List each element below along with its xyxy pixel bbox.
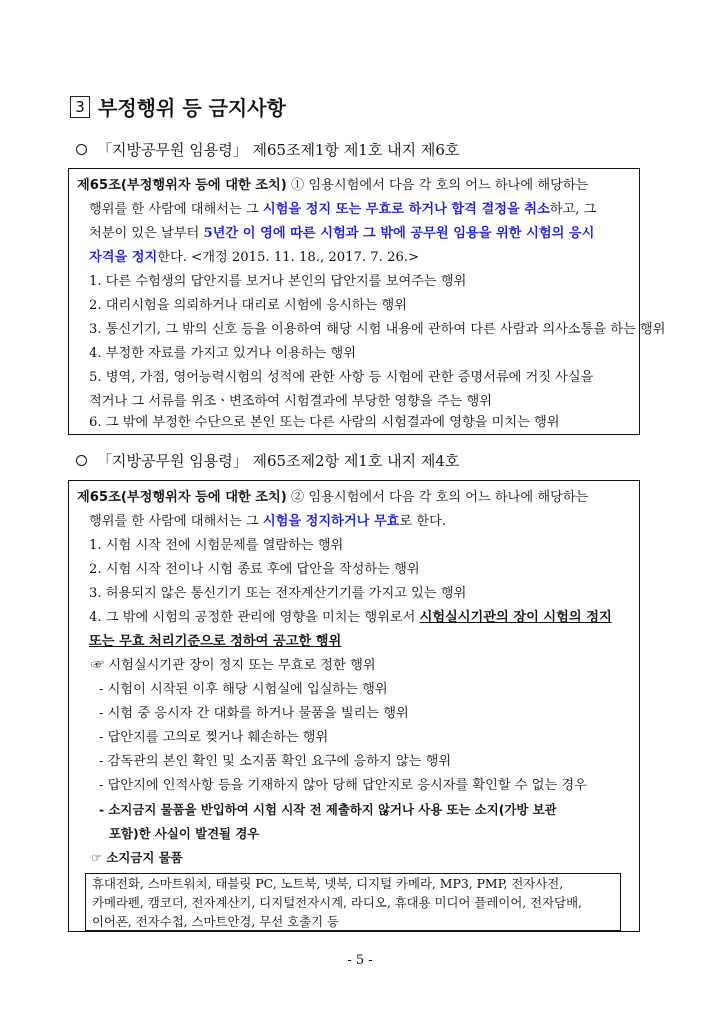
box2-dash-5: - 답안지에 인적사항 등을 기재하지 않아 당해 답안지로 응시자를 확인할 수 없는 경우 [99, 778, 587, 793]
box2-note-1: ☞ 시험실시기관 장이 정지 또는 무효로 정한 행위 [91, 658, 376, 673]
box2-item-3: 3. 허용되지 않은 통신기기 또는 전자계산기기를 가지고 있는 행위 [89, 586, 467, 601]
box1-l4a-highlight: 자격을 정지 [89, 250, 158, 265]
section-title [70, 92, 286, 121]
page-number: - 5 - [347, 953, 373, 968]
subheading-2-text: 「지방공무원 임용령」 제65조제2항 제1호 내지 제4호 [97, 452, 460, 470]
box2-item4b-underlined: 시험실시기관의 장이 시험의 정지 [419, 610, 612, 625]
box1-item-6: 6. 그 밖에 부정한 수단으로 본인 또는 다른 사람의 시험결과에 영향을 미치는 행위 [89, 415, 560, 430]
box1-l1-rest: ① 임용시험에서 다음 각 호의 어느 하나에 해당하는 [286, 178, 589, 193]
box2-item-4 [89, 606, 612, 630]
box2-l2a: 행위를 한 사람에 대해서는 그 [89, 514, 263, 529]
subheading-2 [76, 450, 459, 471]
box1-l2b-highlight: 시험을 정지 또는 무효로 하거나 합격 결정을 취소 [262, 202, 550, 217]
prohibited-line-1: 휴대전화, 스마트워치, 태블릿 PC, 노트북, 넷북, 디지털 카메라, MP3, PMP, 전자사전, [92, 876, 564, 891]
section-title-text: 부정행위 등 금지사항 [98, 96, 286, 120]
box2-item4c-underlined: 또는 무효 처리기준으로 정하여 공고한 행위 [89, 634, 342, 649]
box1-item-5-cont: 적거나 그 서류를 위조ㆍ변조하여 시험결과에 부당한 영향을 주는 행위 [89, 394, 492, 409]
box2-dash-1: - 시험이 시작된 이후 해당 시험실에 입실하는 행위 [99, 682, 388, 697]
box1-l3b-highlight: 5년간 이 영에 따른 시험과 그 밖에 공무원 임용을 위한 시험의 응시 [203, 226, 595, 241]
box2-item-2: 2. 시험 시작 전이나 시험 종료 후에 답안을 작성하는 행위 [89, 562, 420, 577]
circle-bullet-icon [76, 455, 87, 466]
box2-article-head: 제65조(부정행위자 등에 대한 조치) [77, 490, 287, 505]
box1-line-2 [89, 198, 596, 222]
box1-line-4 [89, 246, 419, 270]
box1-item-5: 5. 병역, 가점, 영어능력시험의 성적에 관한 사항 등 시험에 관한 증명서류에 거짓 사실을 [89, 370, 594, 385]
box1-l4b: 한다. <개정 2015. 11. 18., 2017. 7. 26.> [157, 250, 420, 265]
box1-item-4: 4. 부정한 자료를 가지고 있거나 이용하는 행위 [89, 346, 357, 361]
box2-item-1: 1. 시험 시작 전에 시험문제를 열람하는 행위 [89, 538, 344, 553]
box1-item-1: 1. 다른 수험생의 답안지를 보거나 본인의 답안지를 보여주는 행위 [89, 274, 467, 289]
box1-l2a: 행위를 한 사람에 대해서는 그 [89, 202, 263, 217]
box1-item-2: 2. 대리시험을 의뢰하거나 대리로 시험에 응시하는 행위 [89, 298, 407, 313]
circle-bullet-icon [76, 144, 87, 155]
box1-line-1 [77, 174, 588, 198]
box1-line-3 [89, 222, 594, 246]
box2-l1-rest: ② 임용시험에서 다음 각 호의 어느 하나에 해당하는 [286, 490, 589, 505]
box1-item-3: 3. 통신기기, 그 밖의 신호 등을 이용하여 해당 시험 내용에 관하여 다른 사람과 의사소통을 하는 행위 [89, 322, 666, 337]
prohibited-line-3: 이어폰, 전자수첩, 스마트안경, 무선 호출기 등 [92, 914, 339, 929]
box2-item-4-cont [89, 630, 341, 654]
box2-l2b-highlight: 시험을 정지하거나 무효 [262, 514, 400, 529]
box1-l2c: 하고, 그 [549, 202, 597, 217]
box2-item4a: 4. 그 밖에 시험의 공정한 관리에 영향을 미치는 행위로서 [89, 610, 420, 625]
box2-bold-dash-1: - 소지금지 물품을 반입하여 시험 시작 전 제출하지 않거나 사용 또는 소지(가방 보관 [99, 802, 557, 817]
box2-bold-dash-2: 포함)한 사실이 발견될 경우 [109, 826, 260, 841]
article-box-2 [68, 480, 640, 932]
subheading-1-text: 「지방공무원 임용령」 제65조제1항 제1호 내지 제6호 [97, 141, 460, 159]
prohibited-items-box [85, 873, 621, 931]
box1-l3a: 처분이 있은 날부터 [89, 226, 204, 241]
prohibited-line-2: 카메라펜, 캠코더, 전자계산기, 디지털전자시계, 라디오, 휴대용 미디어 플레이어, 전자담배, [92, 895, 582, 910]
section-number-box: 3 [70, 96, 90, 118]
box2-line-2 [89, 510, 446, 534]
box2-dash-3: - 답안지를 고의로 찢거나 훼손하는 행위 [99, 730, 329, 745]
box2-l2c: 로 한다. [399, 514, 447, 529]
article-box-1 [68, 168, 666, 435]
box1-article-head: 제65조(부정행위자 등에 대한 조치) [77, 178, 287, 193]
box2-line-1 [77, 486, 588, 510]
box2-note-2: ☞ 소지금지 물품 [91, 850, 183, 865]
box2-dash-4: - 감독관의 본인 확인 및 소지품 확인 요구에 응하지 않는 행위 [99, 754, 452, 769]
box2-dash-2: - 시험 중 응시자 간 대화를 하거나 물품을 빌리는 행위 [99, 706, 409, 721]
subheading-1 [76, 139, 459, 160]
